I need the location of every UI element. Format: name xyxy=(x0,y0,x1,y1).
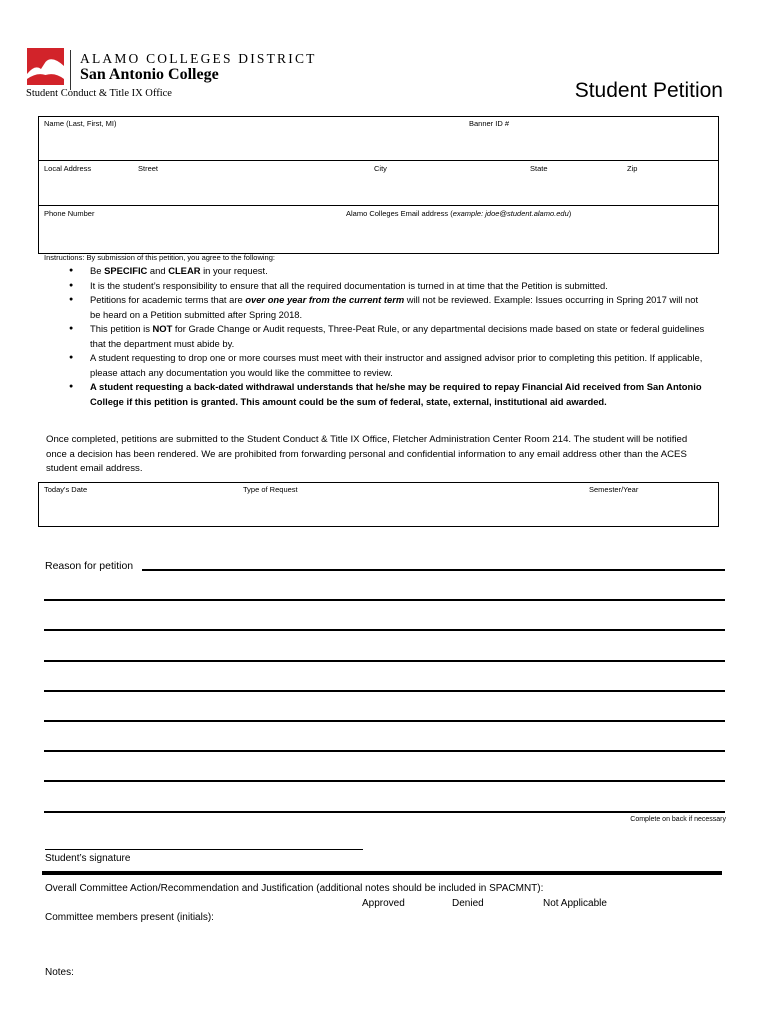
back-note: Complete on back if necessary xyxy=(630,816,726,823)
phone-label: Phone Number xyxy=(44,209,95,218)
banner-id-input[interactable] xyxy=(466,129,716,157)
local-address-label: Local Address xyxy=(44,164,92,173)
zip-input[interactable] xyxy=(624,174,716,202)
email-example: example: jdoe@student.alamo.edu xyxy=(452,209,569,218)
not-applicable-option[interactable]: Not Applicable xyxy=(543,898,607,909)
reason-line[interactable] xyxy=(44,690,725,692)
todays-date-label: Today's Date xyxy=(44,485,88,494)
office-name: Student Conduct & Title IX Office xyxy=(26,88,172,99)
todays-date-input[interactable] xyxy=(40,495,230,525)
district-name: ALAMO COLLEGES DISTRICT xyxy=(80,51,317,66)
state-label: State xyxy=(530,164,548,173)
list-item: ● This petition is NOT for Grade Change or Audit requests, Three-Peat Rule, or any departmental decisions made based on state or federal guidelines that the department must abide by. xyxy=(90,322,709,351)
committee-members-label: Committee members present (initials): xyxy=(45,912,214,923)
email-label: Alamo Colleges Email address (example: jdoe@student.alamo.edu) xyxy=(346,209,572,218)
notes-label: Notes: xyxy=(45,967,74,978)
phone-input[interactable] xyxy=(40,219,330,251)
city-label: City xyxy=(374,164,387,173)
type-of-request-label: Type of Request xyxy=(243,485,298,494)
name-field-label: Name (Last, First, MI) xyxy=(44,119,117,128)
signature-label: Student’s signature xyxy=(45,853,131,864)
name-input[interactable] xyxy=(40,129,460,157)
zip-label: Zip xyxy=(627,164,638,173)
reason-line[interactable] xyxy=(142,569,725,571)
banner-id-label: Banner ID # xyxy=(469,119,510,128)
reason-line[interactable] xyxy=(44,720,725,722)
list-item: ● Petitions for academic terms that are over one year from the current term will not be reviewed. Example: Issues occurring in Spring 2017 will not be heard on a Petition submitted after Spring 2018. xyxy=(90,293,709,322)
semester-year-input[interactable] xyxy=(586,495,716,525)
reason-line[interactable] xyxy=(44,750,725,752)
semester-year-label: Semester/Year xyxy=(589,485,639,494)
state-input[interactable] xyxy=(527,174,619,202)
list-item: ● Be SPECIFIC and CLEAR in your request. xyxy=(90,264,709,279)
reason-line[interactable] xyxy=(44,599,725,601)
list-item: ● A student requesting to drop one or more courses must meet with their instructor and assigned advisor prior to completing this petition. If applicable, please attach any documentation you would like the committee to review. xyxy=(90,351,709,380)
committee-heading: Overall Committee Action/Recommendation and Justification (additional notes should be included in SPACMNT): xyxy=(45,883,544,894)
city-input[interactable] xyxy=(371,174,521,202)
approved-option[interactable]: Approved xyxy=(362,898,405,909)
denied-option[interactable]: Denied xyxy=(452,898,484,909)
submission-paragraph: Once completed, petitions are submitted to the Student Conduct & Title IX Office, Fletcher Administration Center Room 214. The student will be notified once a decision has been rendered. We are prohibited from forwarding personal and confidential information to any email address other than the ACES student email address. xyxy=(46,434,688,474)
signature-line[interactable] xyxy=(45,849,363,850)
logo-divider xyxy=(70,50,71,90)
instructions-title: Instructions: By submission of this petition, you agree to the following: xyxy=(44,253,275,262)
street-input[interactable] xyxy=(135,174,365,202)
college-name: San Antonio College xyxy=(80,66,219,83)
street-label: Street xyxy=(138,164,159,173)
row-divider xyxy=(38,160,719,161)
list-item: ● A student requesting a back-dated withdrawal understands that he/she may be required to repay Financial Aid received from San Antonio College if this petition is granted. This amount could be the sum of federal, state, external, institutional aid awarded. xyxy=(90,380,709,409)
type-of-request-input[interactable] xyxy=(240,495,570,525)
section-divider xyxy=(42,871,722,875)
row-divider xyxy=(38,205,719,206)
reason-label: Reason for petition xyxy=(45,560,134,572)
reason-line[interactable] xyxy=(44,811,725,813)
reason-line[interactable] xyxy=(44,629,725,631)
instructions-list xyxy=(44,264,709,409)
list-item: ● It is the student’s responsibility to ensure that all the required documentation is turned in at time that the Petition is submitted. xyxy=(90,279,709,294)
page-title: Student Petition xyxy=(574,79,723,102)
email-input[interactable] xyxy=(343,219,716,251)
reason-line[interactable] xyxy=(44,660,725,662)
reason-line[interactable] xyxy=(44,780,725,782)
